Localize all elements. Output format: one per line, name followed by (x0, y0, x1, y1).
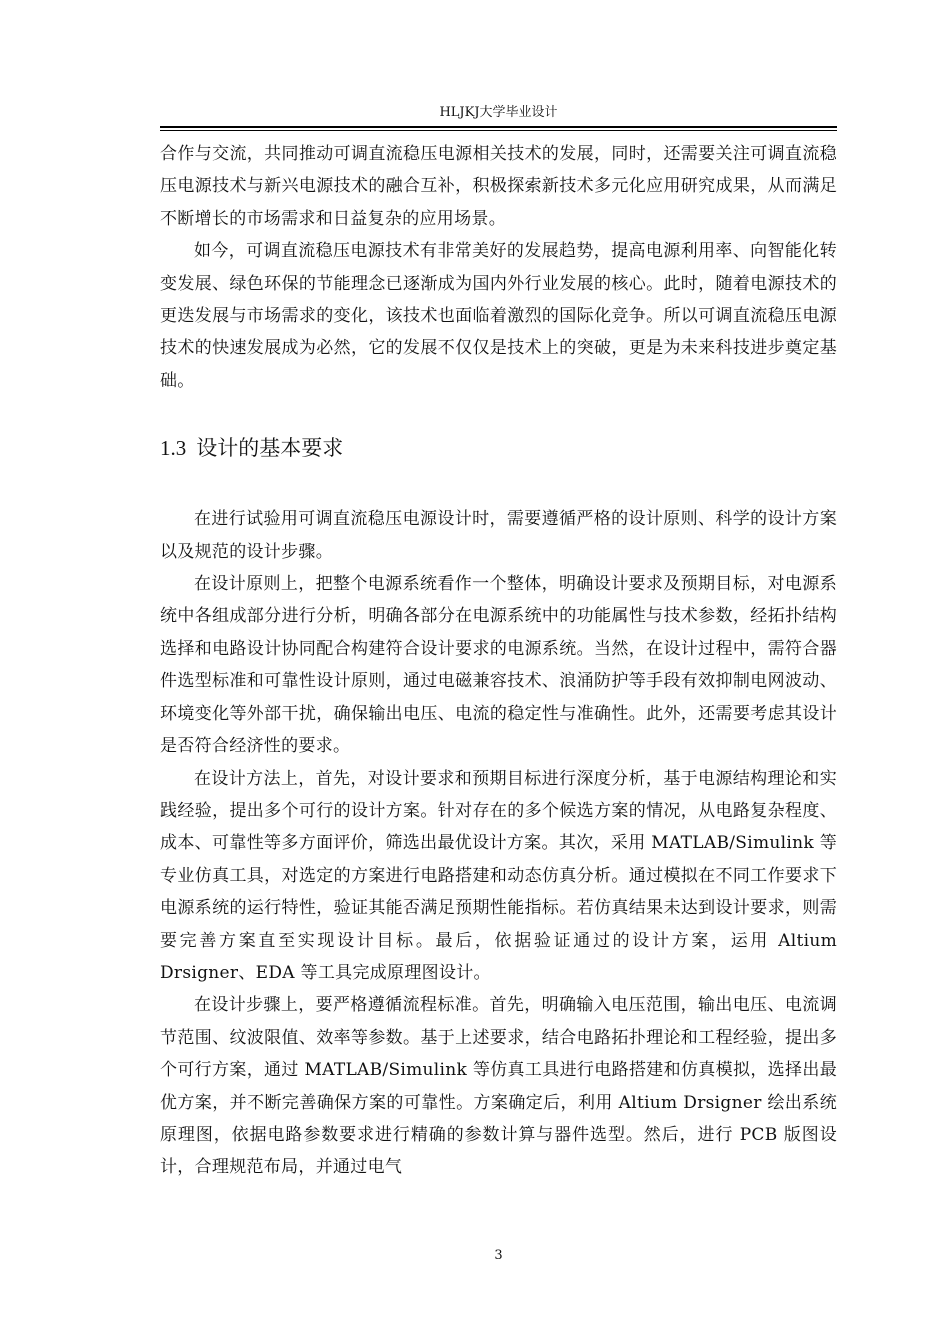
paragraph: 在设计原则上，把整个电源系统看作一个整体，明确设计要求及预期目标，对电源系统中各组成部分进行分析，明确各部分在电源系统中的功能属性与技术参数，经拓扑结构选择和电路设计协同配合构建符合设计要求的电源系统。当然，在设计过程中，需符合器件选型标准和可靠性设计原则，通过电磁兼容技术、浪涌防护等手段有效抑制电网波动、环境变化等外部干扰，确保输出电压、电流的稳定性与准确性。此外，还需要考虑其设计是否符合经济性的要求。 (160, 574, 837, 757)
paragraph: 在设计步骤上，要严格遵循流程标准。首先，明确输入电压范围，输出电压、电流调节范围、纹波限值、效率等参数。基于上述要求，结合电路拓扑理论和工程经验，提出多个可行方案，通过 MATLAB/Simulink 等仿真工具进行电路搭建和仿真模拟，选择出最优方案，并不断完善确保方案的可靠性。方案确定后，利用 Altium Drsigner 绘出系统原理图，依据电路参数要求进行精确的参数计算与器件选型。然后，进行 PCB 版图设计，合理规范布局，并通过电气 (160, 995, 837, 1178)
body-content (160, 138, 837, 1184)
page-header: HLJKJ大学毕业设计 (439, 105, 558, 120)
section-title: 设计的基本要求 (196, 436, 344, 461)
header-rule-thin (160, 130, 837, 131)
header-rule-thick (160, 126, 837, 128)
paragraph-continuation: 合作与交流，共同推动可调直流稳压电源相关技术的发展，同时，还需要关注可调直流稳压电源技术与新兴电源技术的融合互补，积极探索新技术多元化应用研究成果，从而满足不断增长的市场需求和日益复杂的应用场景。 (160, 144, 837, 229)
section-heading (160, 433, 837, 463)
paragraph: 在设计方法上，首先，对设计要求和预期目标进行深度分析，基于电源结构理论和实践经验，提出多个可行的设计方案。针对存在的多个候选方案的情况，从电路复杂程度、成本、可靠性等多方面评价，筛选出最优设计方案。其次，采用 MATLAB/Simulink 等专业仿真工具，对选定的方案进行电路搭建和动态仿真分析。通过模拟在不同工作要求下电源系统的运行特性，验证其能否满足预期性能指标。若仿真结果未达到设计要求，则需要完善方案直至实现设计目标。最后，依据验证通过的设计方案，运用 Altium Drsigner、EDA 等工具完成原理图设计。 (160, 768, 837, 983)
section-number: 1.3 (160, 436, 187, 461)
paragraph: 在进行试验用可调直流稳压电源设计时，需要遵循严格的设计原则、科学的设计方案以及规范的设计步骤。 (160, 509, 837, 562)
page-number: 3 (494, 1248, 503, 1263)
paragraph: 如今，可调直流稳压电源技术有非常美好的发展趋势，提高电源利用率、向智能化转变发展、绿色环保的节能理念已逐渐成为国内外行业发展的核心。此时，随着电源技术的更迭发展与市场需求的变化，该技术也面临着激烈的国际化竞争。所以可调直流稳压电源技术的快速发展成为必然，它的发展不仅仅是技术上的突破，更是为未来科技进步奠定基础。 (160, 241, 837, 391)
